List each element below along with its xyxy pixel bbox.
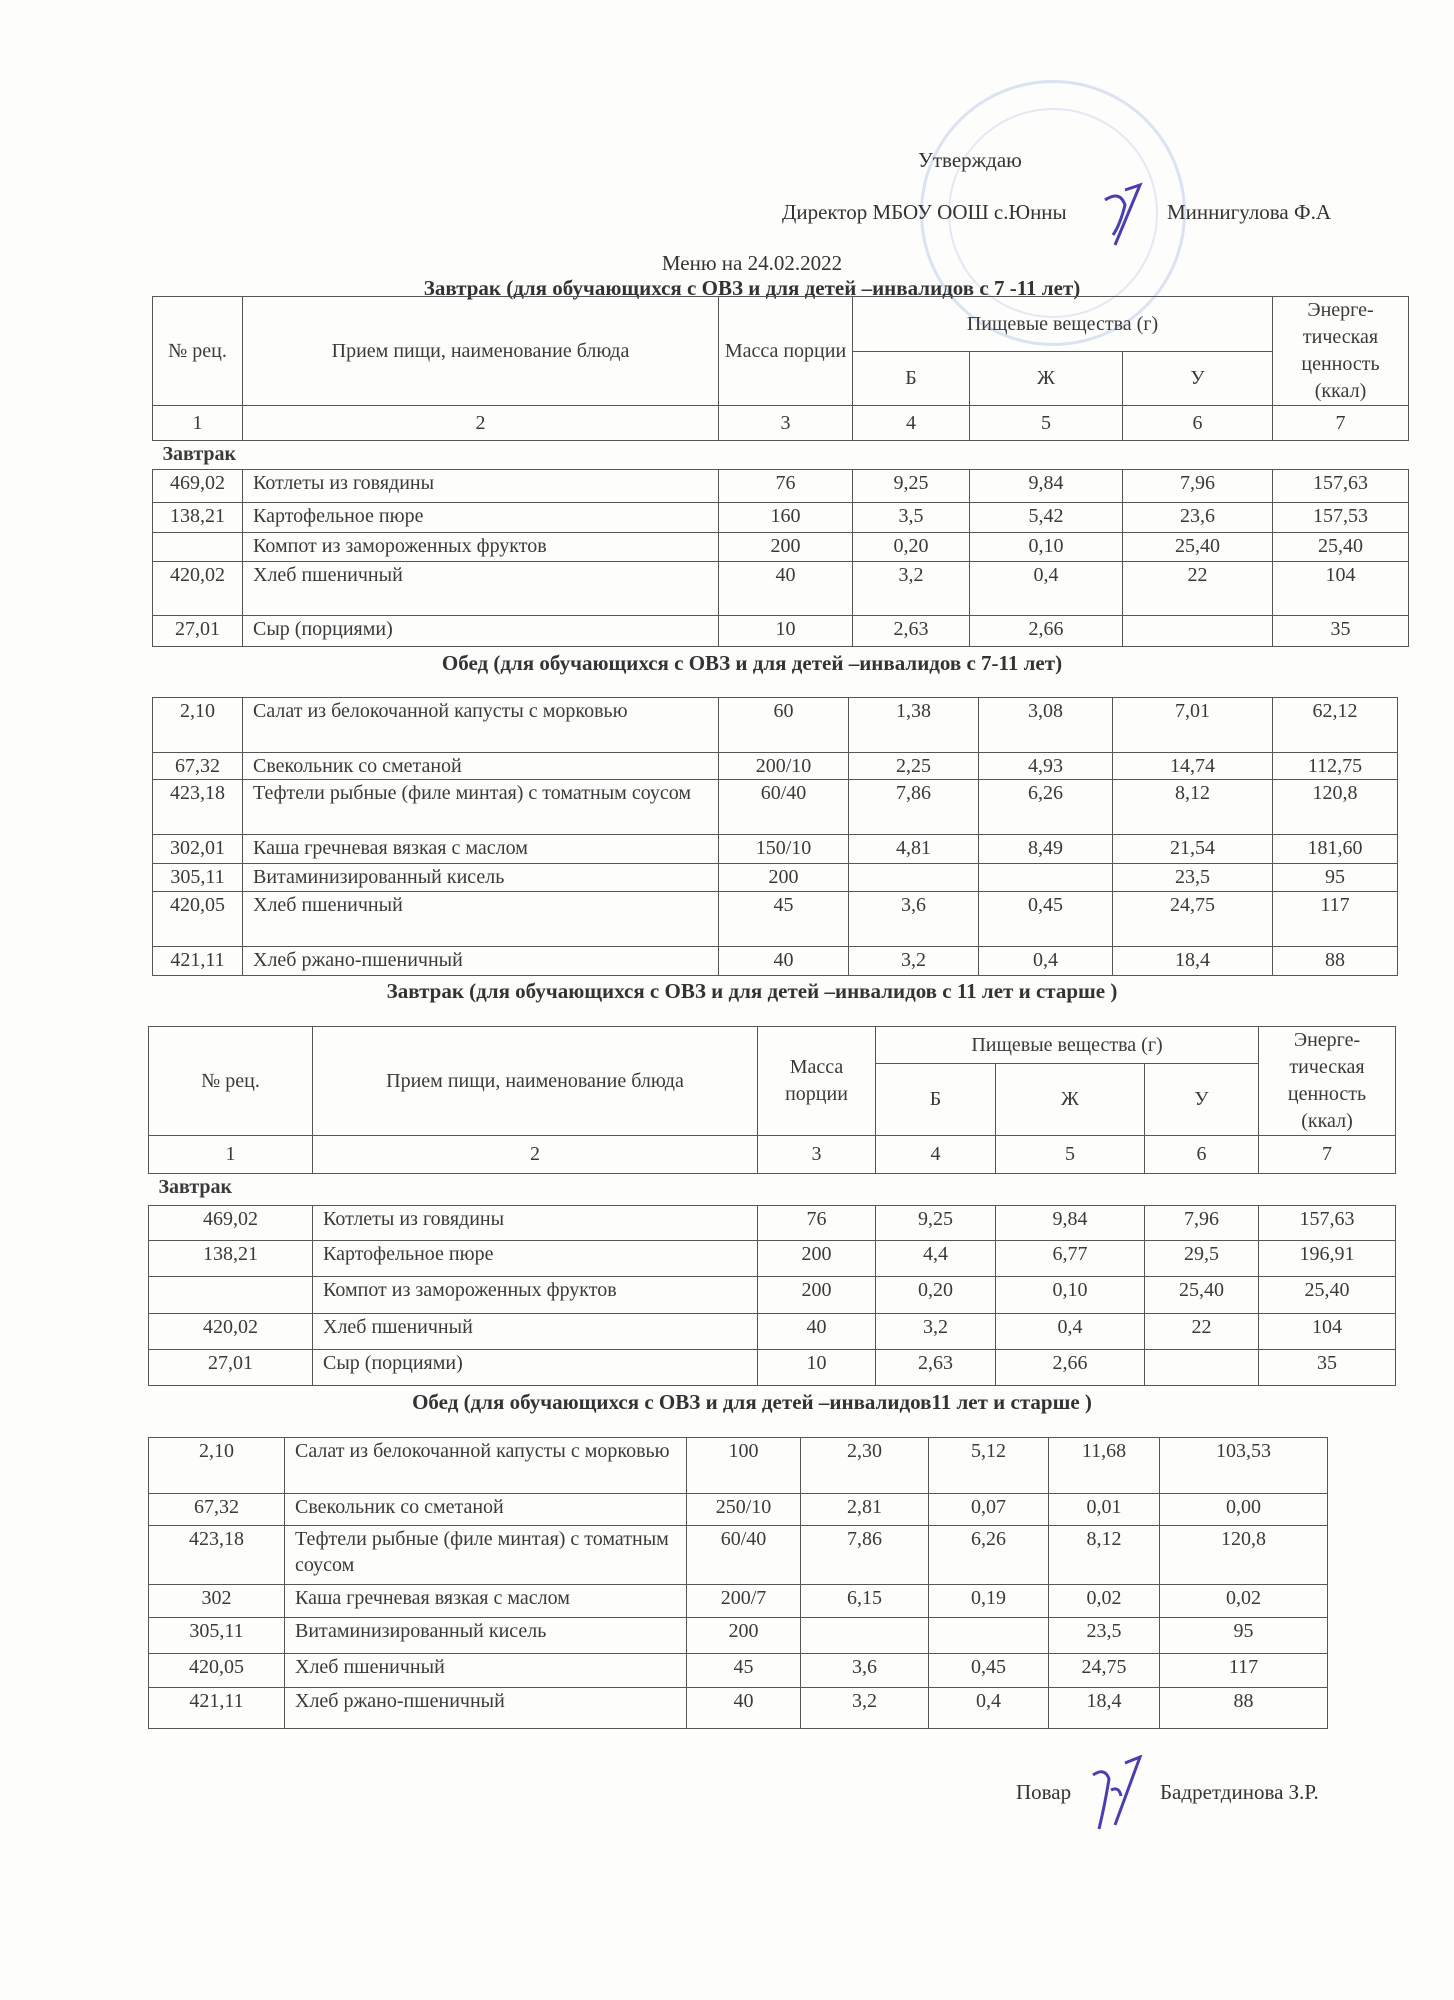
carbs: 24,75 bbox=[1049, 1654, 1160, 1688]
section-title: Завтрак (для обучающихся с ОВЗ и для детей –инвалидов с 7 -11 лет) bbox=[423, 276, 1081, 300]
dish-name: Свекольник со сметаной bbox=[243, 753, 719, 780]
cook-signature bbox=[1085, 1755, 1155, 1835]
recipe-number: 469,02 bbox=[153, 470, 243, 503]
energy: 88 bbox=[1160, 1688, 1328, 1729]
portion-mass: 200 bbox=[758, 1277, 876, 1314]
dish-name: Каша гречневая вязкая с маслом bbox=[285, 1585, 687, 1618]
dish-name: Компот из замороженных фруктов bbox=[313, 1277, 758, 1314]
recipe-number: 138,21 bbox=[149, 1241, 313, 1277]
menu-table bbox=[148, 1437, 1328, 1729]
portion-mass: 40 bbox=[719, 947, 849, 976]
fat: 0,10 bbox=[970, 533, 1123, 562]
dish-name: Котлеты из говядины bbox=[243, 470, 719, 503]
recipe-number: 302,01 bbox=[153, 835, 243, 864]
protein: 9,25 bbox=[853, 470, 970, 503]
carbs: 0,01 bbox=[1049, 1494, 1160, 1526]
cook-label: Повар bbox=[1016, 1780, 1072, 1804]
protein: 7,86 bbox=[801, 1526, 929, 1585]
fat: 0,45 bbox=[929, 1654, 1049, 1688]
fat: 9,84 bbox=[996, 1206, 1145, 1241]
cook-name: Бадретдинова З.Р. bbox=[1160, 1780, 1319, 1804]
protein: 7,86 bbox=[849, 780, 979, 835]
header-rec-no: № рец. bbox=[149, 1027, 313, 1136]
dish-name: Хлеб пшеничный bbox=[285, 1654, 687, 1688]
header-nutrients: Пищевые вещества (г) bbox=[876, 1027, 1259, 1064]
table-row bbox=[153, 835, 1398, 864]
dish-name: Витаминизированный кисель bbox=[285, 1618, 687, 1654]
energy: 95 bbox=[1160, 1618, 1328, 1654]
energy: 103,53 bbox=[1160, 1438, 1328, 1494]
energy: 157,63 bbox=[1273, 470, 1409, 503]
fat: 5,42 bbox=[970, 503, 1123, 533]
director-label: Директор МБОУ ООШ с.Юнны bbox=[782, 200, 1067, 224]
fat: 0,10 bbox=[996, 1277, 1145, 1314]
dish-name: Свекольник со сметаной bbox=[285, 1494, 687, 1526]
header-dish: Прием пищи, наименование блюда bbox=[313, 1027, 758, 1136]
energy: 117 bbox=[1273, 892, 1398, 947]
protein: 3,2 bbox=[876, 1314, 996, 1350]
header-carbs: У bbox=[1145, 1064, 1259, 1136]
carbs: 18,4 bbox=[1113, 947, 1273, 976]
energy: 88 bbox=[1273, 947, 1398, 976]
energy: 117 bbox=[1160, 1654, 1328, 1688]
recipe-number: 67,32 bbox=[153, 753, 243, 780]
energy: 25,40 bbox=[1259, 1277, 1396, 1314]
column-number: 4 bbox=[853, 406, 970, 441]
portion-mass: 10 bbox=[758, 1350, 876, 1386]
table-row bbox=[149, 1438, 1328, 1494]
energy: 104 bbox=[1273, 562, 1409, 616]
energy: 157,53 bbox=[1273, 503, 1409, 533]
column-number: 1 bbox=[149, 1136, 313, 1174]
portion-mass: 60 bbox=[719, 698, 849, 753]
recipe-number bbox=[153, 533, 243, 562]
column-number: 6 bbox=[1123, 406, 1273, 441]
carbs: 22 bbox=[1145, 1314, 1259, 1350]
protein: 2,81 bbox=[801, 1494, 929, 1526]
dish-name: Компот из замороженных фруктов bbox=[243, 533, 719, 562]
table-row bbox=[153, 892, 1398, 947]
table-row bbox=[153, 780, 1398, 835]
fat: 6,77 bbox=[996, 1241, 1145, 1277]
protein: 3,2 bbox=[801, 1688, 929, 1729]
dish-name: Сыр (порциями) bbox=[243, 616, 719, 647]
column-number: 5 bbox=[996, 1136, 1145, 1174]
director-name: Миннигулова Ф.А bbox=[1167, 200, 1332, 224]
fat: 8,49 bbox=[979, 835, 1113, 864]
column-number: 4 bbox=[876, 1136, 996, 1174]
table-row bbox=[149, 1654, 1328, 1688]
dish-name: Салат из белокочанной капусты с морковью bbox=[285, 1438, 687, 1494]
energy: 181,60 bbox=[1273, 835, 1398, 864]
energy: 120,8 bbox=[1160, 1526, 1328, 1585]
portion-mass: 100 bbox=[687, 1438, 801, 1494]
portion-mass: 160 bbox=[719, 503, 853, 533]
protein: 4,4 bbox=[876, 1241, 996, 1277]
table-row bbox=[153, 616, 1409, 647]
column-number: 7 bbox=[1273, 406, 1409, 441]
table-row bbox=[149, 1206, 1396, 1241]
energy: 112,75 bbox=[1273, 753, 1398, 780]
portion-mass: 200/10 bbox=[719, 753, 849, 780]
recipe-number: 469,02 bbox=[149, 1206, 313, 1241]
dish-name: Картофельное пюре bbox=[313, 1241, 758, 1277]
carbs: 25,40 bbox=[1145, 1277, 1259, 1314]
protein: 3,2 bbox=[853, 562, 970, 616]
header-rec-no: № рец. bbox=[153, 297, 243, 406]
recipe-number: 305,11 bbox=[153, 864, 243, 892]
carbs: 11,68 bbox=[1049, 1438, 1160, 1494]
meal-group-label: Завтрак bbox=[149, 1174, 1396, 1206]
fat: 0,4 bbox=[979, 947, 1113, 976]
carbs: 18,4 bbox=[1049, 1688, 1160, 1729]
header-dish: Прием пищи, наименование блюда bbox=[243, 297, 719, 406]
protein: 2,30 bbox=[801, 1438, 929, 1494]
recipe-number: 423,18 bbox=[149, 1526, 285, 1585]
header-carbs: У bbox=[1123, 352, 1273, 406]
fat bbox=[979, 864, 1113, 892]
carbs: 7,01 bbox=[1113, 698, 1273, 753]
protein: 3,5 bbox=[853, 503, 970, 533]
fat: 0,45 bbox=[979, 892, 1113, 947]
portion-mass: 40 bbox=[687, 1688, 801, 1729]
dish-name: Хлеб пшеничный bbox=[313, 1314, 758, 1350]
recipe-number: 421,11 bbox=[153, 947, 243, 976]
dish-name: Картофельное пюре bbox=[243, 503, 719, 533]
fat: 0,4 bbox=[970, 562, 1123, 616]
fat: 0,19 bbox=[929, 1585, 1049, 1618]
recipe-number: 305,11 bbox=[149, 1618, 285, 1654]
header-energy: Энерге-тическая ценность (ккал) bbox=[1259, 1027, 1396, 1136]
director-signature bbox=[1095, 180, 1155, 250]
carbs: 8,12 bbox=[1049, 1526, 1160, 1585]
dish-name: Хлеб пшеничный bbox=[243, 562, 719, 616]
portion-mass: 10 bbox=[719, 616, 853, 647]
fat: 9,84 bbox=[970, 470, 1123, 503]
protein: 0,20 bbox=[876, 1277, 996, 1314]
meal-group-label: Завтрак bbox=[153, 441, 1409, 470]
recipe-number: 27,01 bbox=[149, 1350, 313, 1386]
protein: 1,38 bbox=[849, 698, 979, 753]
energy: 104 bbox=[1259, 1314, 1396, 1350]
portion-mass: 45 bbox=[719, 892, 849, 947]
carbs: 29,5 bbox=[1145, 1241, 1259, 1277]
dish-name: Каша гречневая вязкая с маслом bbox=[243, 835, 719, 864]
column-number: 3 bbox=[719, 406, 853, 441]
energy: 196,91 bbox=[1259, 1241, 1396, 1277]
carbs: 22 bbox=[1123, 562, 1273, 616]
carbs bbox=[1123, 616, 1273, 647]
protein: 3,2 bbox=[849, 947, 979, 976]
table-row bbox=[149, 1314, 1396, 1350]
header-protein: Б bbox=[853, 352, 970, 406]
table-row bbox=[153, 533, 1409, 562]
fat: 6,26 bbox=[929, 1526, 1049, 1585]
table-row bbox=[149, 1277, 1396, 1314]
fat: 0,4 bbox=[929, 1688, 1049, 1729]
menu-table bbox=[152, 697, 1398, 976]
recipe-number: 2,10 bbox=[149, 1438, 285, 1494]
table-row bbox=[149, 1585, 1328, 1618]
energy: 0,02 bbox=[1160, 1585, 1328, 1618]
table-row bbox=[153, 864, 1398, 892]
header-nutrients: Пищевые вещества (г) bbox=[853, 297, 1273, 352]
table-row bbox=[153, 753, 1398, 780]
table-row bbox=[153, 947, 1398, 976]
column-number: 7 bbox=[1259, 1136, 1396, 1174]
table-row bbox=[149, 1526, 1328, 1585]
portion-mass: 200 bbox=[758, 1241, 876, 1277]
protein: 0,20 bbox=[853, 533, 970, 562]
protein: 4,81 bbox=[849, 835, 979, 864]
energy: 95 bbox=[1273, 864, 1398, 892]
portion-mass: 200 bbox=[719, 864, 849, 892]
column-number: 3 bbox=[758, 1136, 876, 1174]
energy: 35 bbox=[1259, 1350, 1396, 1386]
carbs: 0,02 bbox=[1049, 1585, 1160, 1618]
carbs: 23,5 bbox=[1049, 1618, 1160, 1654]
header-fat: Ж bbox=[996, 1064, 1145, 1136]
fat: 3,08 bbox=[979, 698, 1113, 753]
energy: 35 bbox=[1273, 616, 1409, 647]
menu-title: Меню на 24.02.2022 bbox=[661, 251, 843, 275]
carbs: 21,54 bbox=[1113, 835, 1273, 864]
recipe-number: 423,18 bbox=[153, 780, 243, 835]
table-row bbox=[149, 1494, 1328, 1526]
recipe-number: 421,11 bbox=[149, 1688, 285, 1729]
menu-table bbox=[152, 296, 1409, 647]
carbs: 24,75 bbox=[1113, 892, 1273, 947]
carbs: 25,40 bbox=[1123, 533, 1273, 562]
table-row bbox=[153, 562, 1409, 616]
table-row bbox=[153, 503, 1409, 533]
portion-mass: 40 bbox=[719, 562, 853, 616]
portion-mass: 150/10 bbox=[719, 835, 849, 864]
recipe-number bbox=[149, 1277, 313, 1314]
table-row bbox=[153, 698, 1398, 753]
energy: 157,63 bbox=[1259, 1206, 1396, 1241]
fat: 0,4 bbox=[996, 1314, 1145, 1350]
header-protein: Б bbox=[876, 1064, 996, 1136]
fat: 5,12 bbox=[929, 1438, 1049, 1494]
menu-table bbox=[148, 1026, 1396, 1386]
carbs: 14,74 bbox=[1113, 753, 1273, 780]
portion-mass: 40 bbox=[758, 1314, 876, 1350]
carbs: 8,12 bbox=[1113, 780, 1273, 835]
energy: 0,00 bbox=[1160, 1494, 1328, 1526]
column-number: 2 bbox=[313, 1136, 758, 1174]
dish-name: Салат из белокочанной капусты с морковью bbox=[243, 698, 719, 753]
section-title: Завтрак (для обучающихся с ОВЗ и для детей –инвалидов с 11 лет и старше ) bbox=[386, 979, 1118, 1003]
fat: 4,93 bbox=[979, 753, 1113, 780]
protein: 2,63 bbox=[876, 1350, 996, 1386]
header-energy: Энерге-тическая ценность (ккал) bbox=[1273, 297, 1409, 406]
portion-mass: 250/10 bbox=[687, 1494, 801, 1526]
protein: 2,63 bbox=[853, 616, 970, 647]
section-title: Обед (для обучающихся с ОВЗ и для детей –инвалидов с 7-11 лет) bbox=[441, 651, 1063, 675]
dish-name: Сыр (порциями) bbox=[313, 1350, 758, 1386]
dish-name: Котлеты из говядины bbox=[313, 1206, 758, 1241]
dish-name: Хлеб ржано-пшеничный bbox=[285, 1688, 687, 1729]
recipe-number: 302 bbox=[149, 1585, 285, 1618]
protein bbox=[849, 864, 979, 892]
dish-name: Витаминизированный кисель bbox=[243, 864, 719, 892]
table-row bbox=[153, 470, 1409, 503]
table-row bbox=[149, 1350, 1396, 1386]
fat: 6,26 bbox=[979, 780, 1113, 835]
column-number: 5 bbox=[970, 406, 1123, 441]
recipe-number: 27,01 bbox=[153, 616, 243, 647]
recipe-number: 420,02 bbox=[149, 1314, 313, 1350]
table-row bbox=[149, 1241, 1396, 1277]
table-row bbox=[149, 1688, 1328, 1729]
protein: 9,25 bbox=[876, 1206, 996, 1241]
carbs: 7,96 bbox=[1123, 470, 1273, 503]
portion-mass: 200 bbox=[719, 533, 853, 562]
dish-name: Хлеб ржано-пшеничный bbox=[243, 947, 719, 976]
recipe-number: 420,05 bbox=[153, 892, 243, 947]
carbs: 23,6 bbox=[1123, 503, 1273, 533]
header-fat: Ж bbox=[970, 352, 1123, 406]
fat: 2,66 bbox=[996, 1350, 1145, 1386]
recipe-number: 420,02 bbox=[153, 562, 243, 616]
recipe-number: 138,21 bbox=[153, 503, 243, 533]
energy: 25,40 bbox=[1273, 533, 1409, 562]
portion-mass: 76 bbox=[758, 1206, 876, 1241]
column-number: 6 bbox=[1145, 1136, 1259, 1174]
protein: 3,6 bbox=[801, 1654, 929, 1688]
column-number: 2 bbox=[243, 406, 719, 441]
recipe-number: 420,05 bbox=[149, 1654, 285, 1688]
energy: 120,8 bbox=[1273, 780, 1398, 835]
dish-name: Тефтели рыбные (филе минтая) с томатным соусом bbox=[243, 780, 719, 835]
dish-name: Хлеб пшеничный bbox=[243, 892, 719, 947]
energy: 62,12 bbox=[1273, 698, 1398, 753]
carbs bbox=[1145, 1350, 1259, 1386]
portion-mass: 45 bbox=[687, 1654, 801, 1688]
column-number: 1 bbox=[153, 406, 243, 441]
section-title: Обед (для обучающихся с ОВЗ и для детей –инвалидов11 лет и старше ) bbox=[412, 1390, 1092, 1414]
dish-name: Тефтели рыбные (филе минтая) с томатным соусом bbox=[285, 1526, 687, 1585]
carbs: 7,96 bbox=[1145, 1206, 1259, 1241]
portion-mass: 76 bbox=[719, 470, 853, 503]
fat: 2,66 bbox=[970, 616, 1123, 647]
header-mass: Масса порции bbox=[758, 1027, 876, 1136]
portion-mass: 60/40 bbox=[687, 1526, 801, 1585]
protein: 2,25 bbox=[849, 753, 979, 780]
portion-mass: 200/7 bbox=[687, 1585, 801, 1618]
recipe-number: 2,10 bbox=[153, 698, 243, 753]
table-row bbox=[149, 1618, 1328, 1654]
protein: 3,6 bbox=[849, 892, 979, 947]
fat bbox=[929, 1618, 1049, 1654]
carbs: 23,5 bbox=[1113, 864, 1273, 892]
header-mass: Масса порции bbox=[719, 297, 853, 406]
protein bbox=[801, 1618, 929, 1654]
approve-label: Утверждаю bbox=[918, 148, 1022, 172]
protein: 6,15 bbox=[801, 1585, 929, 1618]
portion-mass: 200 bbox=[687, 1618, 801, 1654]
portion-mass: 60/40 bbox=[719, 780, 849, 835]
recipe-number: 67,32 bbox=[149, 1494, 285, 1526]
fat: 0,07 bbox=[929, 1494, 1049, 1526]
